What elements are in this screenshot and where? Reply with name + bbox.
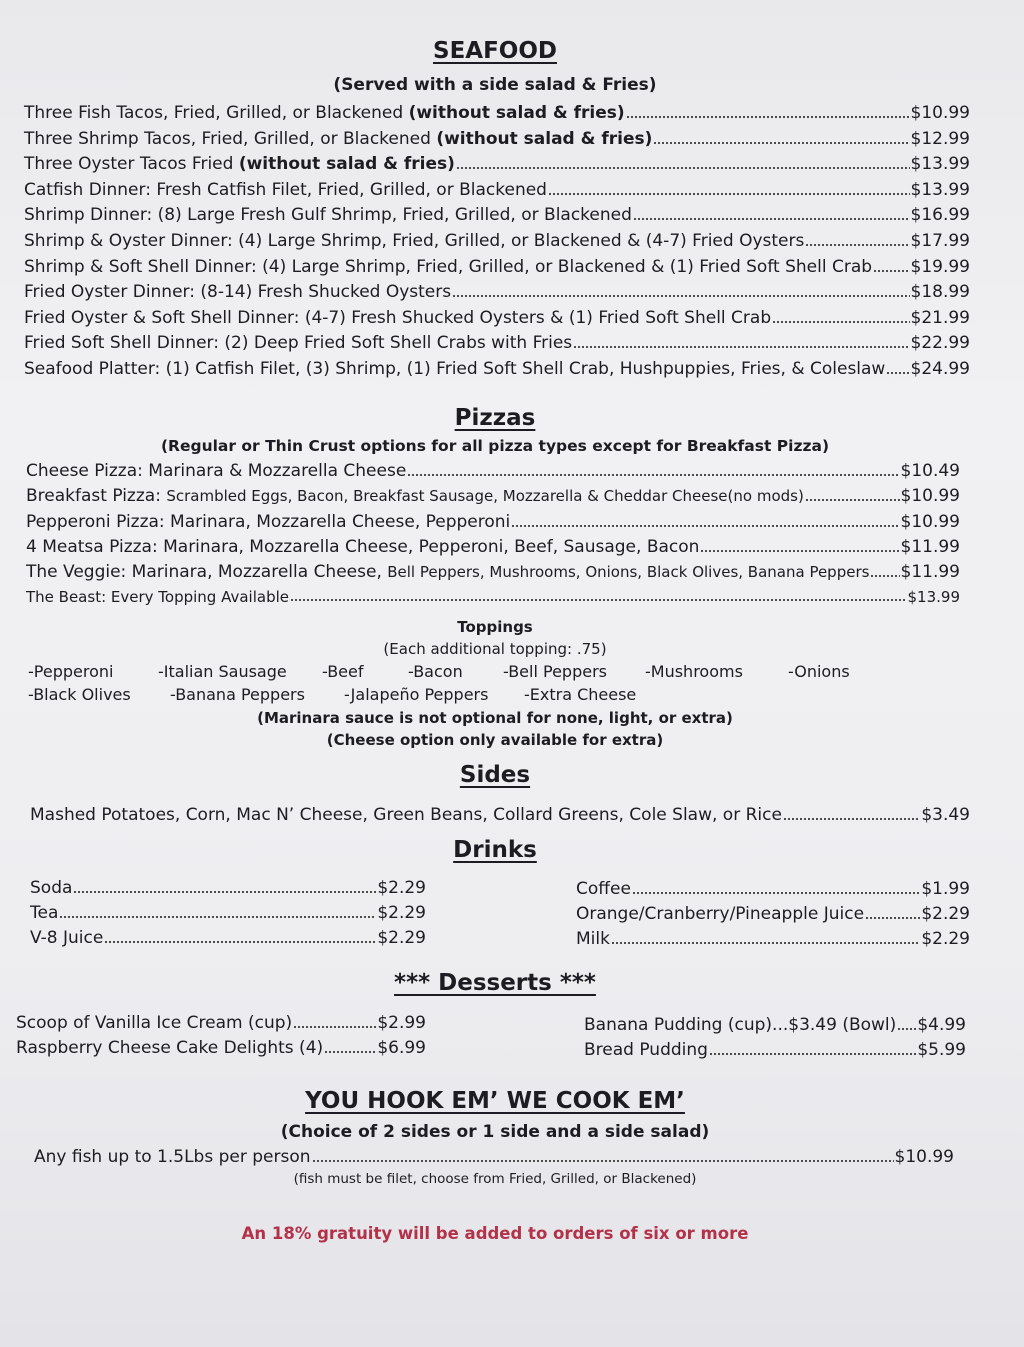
item-name-text: Milk <box>576 929 610 949</box>
item-name <box>584 1015 896 1035</box>
menu-item <box>576 929 970 949</box>
topping-item: -Extra Cheese <box>524 685 637 704</box>
item-name-text: Pepperoni Pizza: Marinara, Mozzarella Cheese, Pepperoni <box>26 511 511 532</box>
item-name-text: Three Shrimp Tacos, Fried, Grilled, or Blackened <box>24 128 437 149</box>
hook-note: (fish must be filet, choose from Fried, Grilled, or Blackened) <box>293 1171 697 1187</box>
item-price: $21.99 <box>910 307 970 328</box>
hook-title: YOU HOOK EM’ WE COOK EM’ <box>305 1088 685 1114</box>
menu-item <box>16 1038 426 1058</box>
item-name-text: Three Oyster Tacos Fried <box>24 154 239 175</box>
leader-dots <box>772 312 909 324</box>
menu-item <box>30 928 426 948</box>
topping-item: -Italian Sausage <box>158 662 287 681</box>
item-price: $10.99 <box>894 1147 954 1167</box>
item-name <box>24 154 455 174</box>
menu-item <box>24 129 970 149</box>
item-name-text: V-8 Juice <box>30 928 104 948</box>
leader-dots <box>290 590 907 602</box>
menu-item <box>24 333 970 353</box>
item-price: $2.29 <box>921 904 970 924</box>
leader-dots <box>709 1044 916 1056</box>
item-price: $4.99 <box>917 1015 966 1035</box>
item-name <box>26 486 804 506</box>
menu-item <box>24 282 970 302</box>
item-name <box>26 562 869 582</box>
leader-dots <box>511 516 899 528</box>
leader-dots <box>59 907 376 919</box>
menu-item <box>24 359 970 379</box>
leader-dots <box>633 209 910 221</box>
item-name <box>576 929 610 949</box>
leader-dots <box>626 107 910 119</box>
leader-dots <box>870 566 899 578</box>
item-price: $10.99 <box>910 103 970 123</box>
item-name <box>24 103 625 123</box>
item-price: $11.99 <box>900 562 960 583</box>
leader-dots <box>456 158 910 170</box>
sides-item <box>30 805 970 825</box>
item-price: $10.49 <box>900 461 960 481</box>
menu-item <box>576 904 970 924</box>
menu-item <box>24 154 970 174</box>
menu-item <box>576 879 970 899</box>
menu-item <box>26 461 960 481</box>
item-price: $24.99 <box>910 359 970 379</box>
menu-item <box>26 537 960 557</box>
leader-dots <box>548 184 910 196</box>
item-price: $10.99 <box>900 511 960 532</box>
item-name-text: Banana Pudding (cup)...$3.49 (Bowl) <box>584 1015 897 1035</box>
menu-item <box>30 878 426 898</box>
item-name-text: Orange/Cranberry/Pineapple Juice <box>576 904 865 924</box>
item-name-text: Fried Soft Shell Dinner: (2) Deep Fried Soft Shell Crabs with Fries <box>24 333 573 354</box>
item-name <box>24 205 632 225</box>
leader-dots <box>805 235 909 247</box>
item-name-text: Three Fish Tacos, Fried, Grilled, or Blackened <box>24 103 409 123</box>
item-name <box>24 359 885 379</box>
menu-item <box>26 562 960 582</box>
item-name <box>24 282 451 302</box>
leader-dots <box>897 1019 916 1031</box>
item-price: $11.99 <box>900 536 960 557</box>
leader-dots <box>886 363 909 375</box>
item-name <box>576 904 864 924</box>
leader-dots <box>573 337 909 349</box>
item-name-note: (without salad & fries) <box>408 103 625 123</box>
seafood-subtitle: (Served with a side salad & Fries) <box>333 75 657 95</box>
item-name-text: 4 Meatsa Pizza: Marinara, Mozzarella Cheese, Pepperoni, Beef, Sausage, Bacon <box>26 536 700 557</box>
item-name-text: Soda <box>30 878 73 898</box>
item-price: $12.99 <box>910 128 970 149</box>
item-price: $19.99 <box>910 256 970 277</box>
item-price: $1.99 <box>921 879 970 899</box>
leader-dots <box>104 932 376 944</box>
pizzas-subtitle: (Regular or Thin Crust options for all pizza types except for Breakfast Pizza) <box>160 437 830 455</box>
sides-title: Sides <box>459 762 531 788</box>
item-name <box>24 129 652 149</box>
item-name <box>30 878 72 898</box>
leader-dots <box>324 1042 376 1054</box>
item-price: $13.99 <box>907 587 960 606</box>
topping-item: -Jalapeño Peppers <box>344 685 489 704</box>
item-price: $13.99 <box>910 154 970 175</box>
item-price: $2.29 <box>377 903 426 923</box>
item-name <box>26 588 289 606</box>
item-name <box>584 1040 708 1060</box>
desserts-title: *** Desserts *** <box>394 970 596 996</box>
item-name-text: Cheese Pizza: Marinara & Mozzarella Cheese <box>26 461 407 481</box>
item-name <box>16 1013 292 1033</box>
leader-dots <box>407 465 899 477</box>
item-name-text: Fried Oyster Dinner: (8-14) Fresh Shucked Oysters <box>24 282 452 303</box>
leader-dots <box>783 809 920 821</box>
item-name <box>576 879 631 899</box>
item-name-text: Shrimp & Oyster Dinner: (4) Large Shrimp, Fried, Grilled, or Blackened & (4-7) Fried Oysters <box>24 231 805 251</box>
menu-item <box>26 486 960 506</box>
item-price: $6.99 <box>377 1038 426 1058</box>
leader-dots <box>312 1151 894 1163</box>
seafood-title: SEAFOOD <box>433 38 557 64</box>
topping-item: -Mushrooms <box>645 662 743 681</box>
topping-item: -Black Olives <box>28 685 131 704</box>
leader-dots <box>653 133 909 145</box>
item-name <box>30 928 103 948</box>
menu-item <box>24 308 970 328</box>
topping-item: -Onions <box>788 662 850 681</box>
item-name-text: Catfish Dinner: Fresh Catfish Filet, Fried, Grilled, or Blackened <box>24 179 547 200</box>
item-name-note: (without salad & fries) <box>436 128 653 149</box>
leader-dots <box>632 883 920 895</box>
leader-dots <box>452 286 909 298</box>
item-price: $2.29 <box>377 878 426 898</box>
leader-dots <box>873 261 909 273</box>
item-name-text: Bread Pudding <box>584 1040 708 1060</box>
leader-dots <box>700 541 899 553</box>
item-name-text: Scoop of Vanilla Ice Cream (cup) <box>16 1013 293 1033</box>
menu-item <box>26 512 960 532</box>
menu-item <box>24 257 970 277</box>
leader-dots <box>805 490 900 502</box>
menu-item <box>26 588 960 606</box>
menu-item <box>24 231 970 251</box>
item-price: $2.99 <box>377 1013 426 1033</box>
item-description: Scrambled Eggs, Bacon, Breakfast Sausage, Mozzarella & Cheddar Cheese(no mods) <box>166 487 804 506</box>
leader-dots <box>73 882 376 894</box>
item-price: $3.49 <box>921 805 970 825</box>
pizzas-title: Pizzas <box>454 405 536 431</box>
item-price: $17.99 <box>910 231 970 251</box>
item-name <box>30 903 58 923</box>
topping-item: -Banana Peppers <box>170 685 305 704</box>
item-price: $16.99 <box>910 205 970 226</box>
item-name-text: Fried Oyster & Soft Shell Dinner: (4-7) Fresh Shucked Oysters & (1) Fried Soft Shell Crab <box>24 307 772 328</box>
item-name <box>26 537 699 557</box>
item-price: $18.99 <box>910 282 970 303</box>
topping-item: -Bacon <box>408 662 463 681</box>
leader-dots <box>865 908 920 920</box>
cheese-note: (Cheese option only available for extra) <box>326 731 664 749</box>
topping-item: -Pepperoni <box>28 662 114 681</box>
item-name-text: Shrimp Dinner: (8) Large Fresh Gulf Shrimp, Fried, Grilled, or Blackened <box>24 205 632 226</box>
menu-item <box>16 1013 426 1033</box>
leader-dots <box>611 933 920 945</box>
topping-item: -Beef <box>322 662 364 681</box>
item-name-text: Coffee <box>576 879 631 899</box>
marinara-note: (Marinara sauce is not optional for none, light, or extra) <box>257 709 733 727</box>
item-price: $13.99 <box>910 179 970 200</box>
toppings-subtitle: (Each additional topping: .75) <box>383 640 607 658</box>
item-name-text: Seafood Platter: (1) Catfish Filet, (3) Shrimp, (1) Fried Soft Shell Crab, Hushpuppies, Fries, & Coleslaw <box>24 359 886 379</box>
hook-subtitle: (Choice of 2 sides or 1 side and a side salad) <box>280 1122 710 1142</box>
hook-item <box>34 1147 954 1167</box>
item-name-text: Shrimp & Soft Shell Dinner: (4) Large Shrimp, Fried, Grilled, or Blackened & (1) Fried Soft Shell Crab <box>24 256 873 277</box>
item-name-note: (without salad & fries) <box>238 154 455 175</box>
item-price: $22.99 <box>910 333 970 354</box>
item-price: $10.99 <box>900 486 960 507</box>
leader-dots <box>293 1017 376 1029</box>
item-name <box>24 231 804 251</box>
item-name <box>24 180 547 200</box>
item-description: Bell Peppers, Mushrooms, Onions, Black Olives, Banana Peppers <box>387 563 870 582</box>
item-name: Mashed Potatoes, Corn, Mac N’ Cheese, Green Beans, Collard Greens, Cole Slaw, or Rice <box>30 805 782 825</box>
item-name <box>24 333 572 353</box>
item-price: $2.29 <box>921 929 970 949</box>
item-name-text: Breakfast Pizza: <box>26 486 167 507</box>
menu-item <box>24 205 970 225</box>
item-name-text: Tea <box>30 903 59 923</box>
menu-item <box>584 1040 966 1060</box>
item-price: $5.99 <box>917 1040 966 1060</box>
item-name: Any fish up to 1.5Lbs per person <box>34 1147 311 1167</box>
item-name <box>16 1038 323 1058</box>
item-name <box>26 461 406 481</box>
item-name <box>24 257 872 277</box>
topping-item: -Bell Peppers <box>503 662 607 681</box>
item-name-text: Raspberry Cheese Cake Delights (4) <box>16 1038 324 1058</box>
item-price: $2.29 <box>377 928 426 948</box>
toppings-title: Toppings <box>457 618 533 636</box>
item-name-text: The Veggie: Marinara, Mozzarella Cheese, <box>26 562 388 583</box>
menu-item <box>30 903 426 923</box>
menu-item <box>584 1015 966 1035</box>
item-description: The Beast: Every Topping Available <box>26 587 289 606</box>
drinks-title: Drinks <box>453 837 537 863</box>
item-name <box>26 512 510 532</box>
item-name <box>24 308 771 328</box>
menu-item <box>24 103 970 123</box>
menu-item <box>24 180 970 200</box>
gratuity-notice: An 18% gratuity will be added to orders of six or more <box>241 1224 749 1243</box>
